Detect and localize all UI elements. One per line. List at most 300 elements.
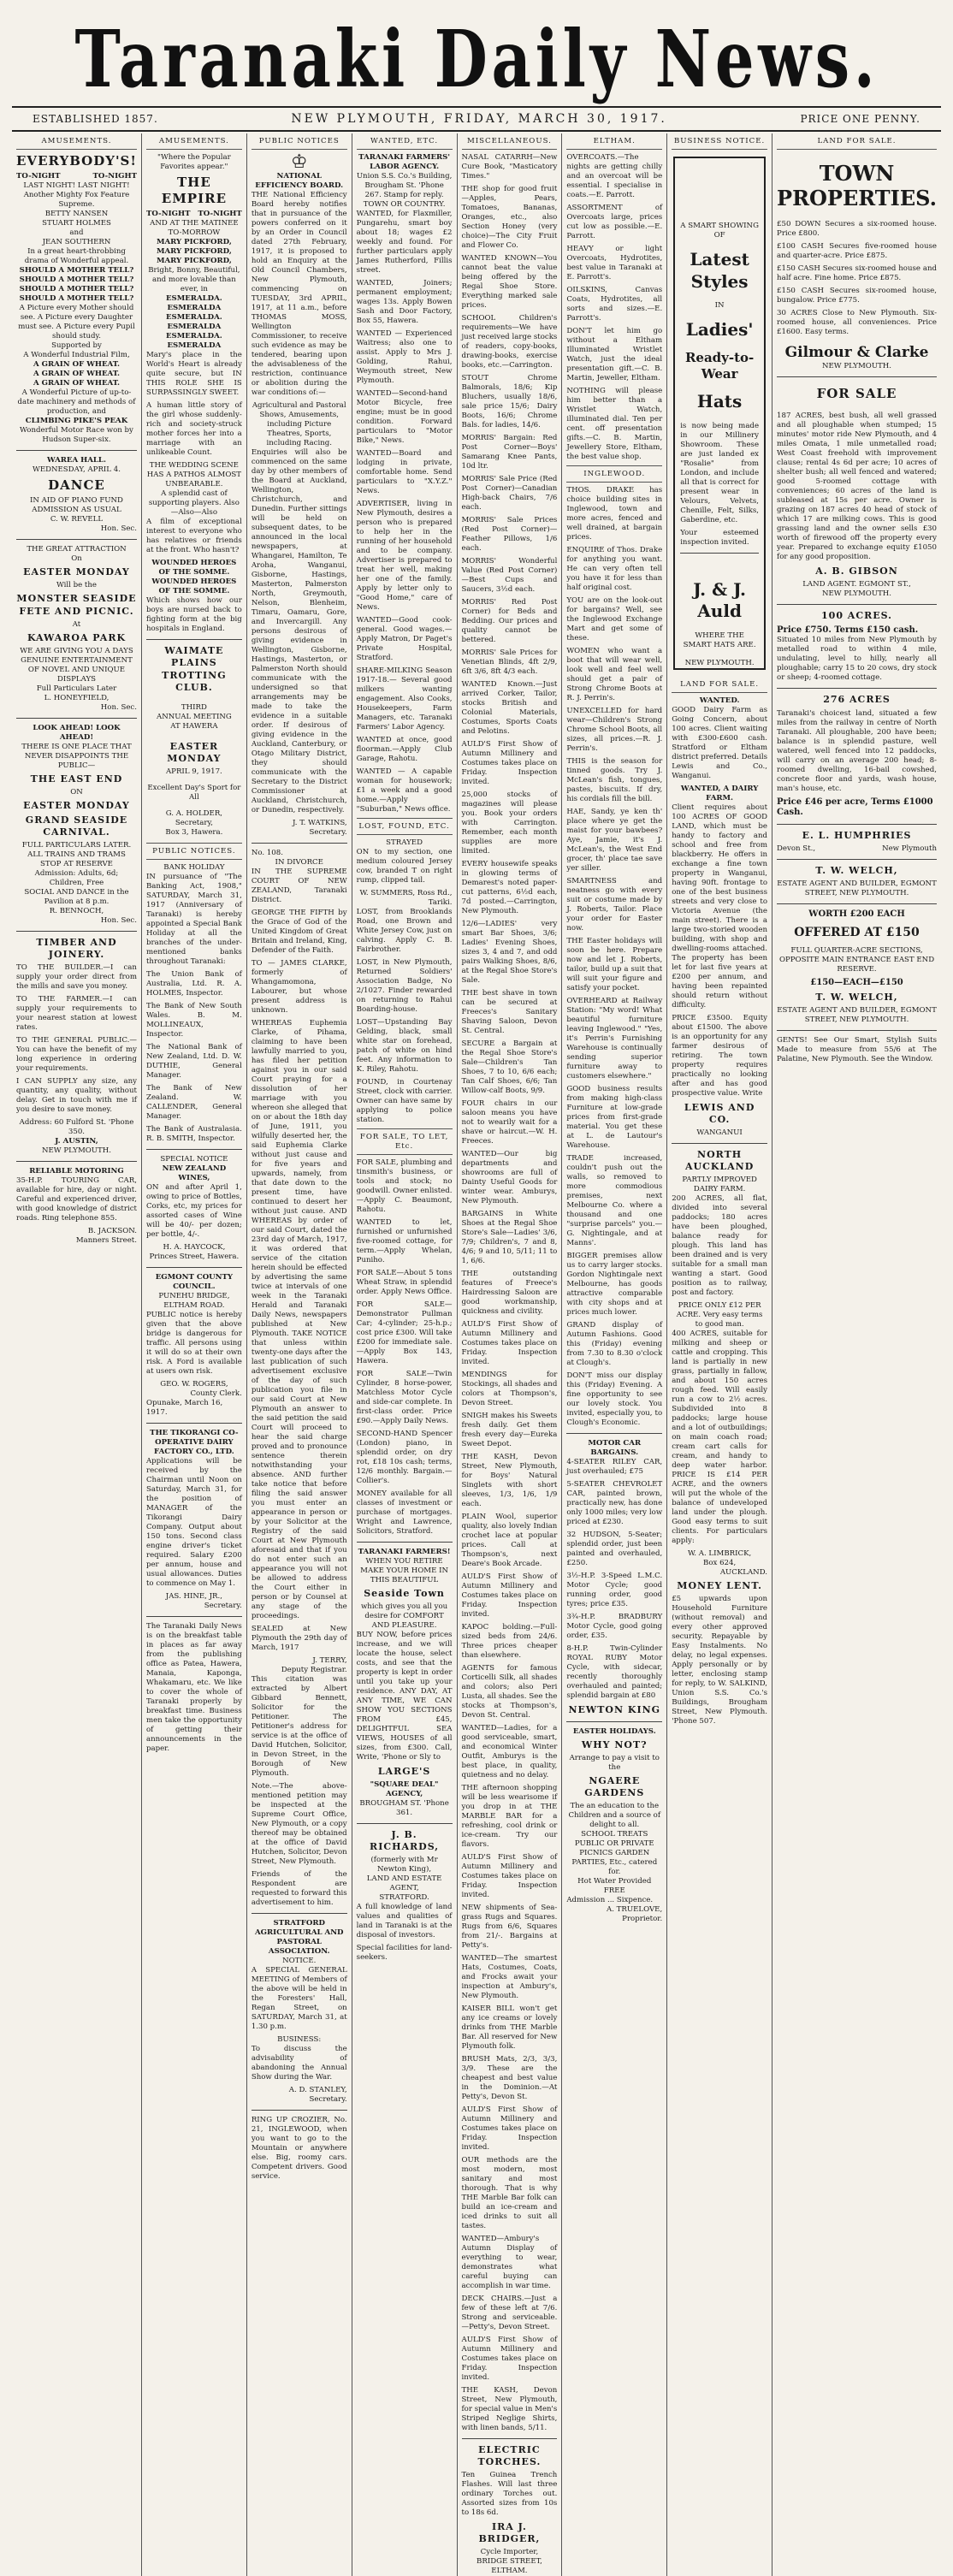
misc-item: MORRIS' Bargain: Red Post Corner—Boys' Samarang Knee Pants, 10d ltr. — [461, 434, 558, 471]
terry: J. TERRY, — [312, 1656, 347, 1665]
proprietor: Proprietor. — [622, 1915, 663, 1924]
sport: Excellent Day's Sport for All — [147, 783, 241, 802]
special-notice: SPECIAL NOTICE — [160, 1154, 228, 1164]
column-heading: AMUSEMENTS. — [146, 133, 242, 150]
column-heading: ELTHAM. — [566, 133, 662, 150]
enquiries: Enquiries will also be commenced on the same day by other members of the Board at Auckland, Wellington, Christchurch, and Dunedin. Further sittings will be held on subsequent dates, to be announced in the local newspapers, at Whangarei, Hamilton, Te Aroha, Wanganui, Gisborne, Hastings, Masterton, Palmerston North, Greymouth, Nelson, Blenheim, Timaru, Oamaru, Gore, and Invercargill. Any persons desirous of giving evidence in Wellington, Gisborne, Hastings, Masterton, or Palmerston North should communicate with the undersigned so that arrangements may be made to take the evidence in a suitable order. If desirous of giving evidence in the Auckland, Canterbury, or Otago Military District, they should communicate with the Secretary to the District Commissioner at Auckland, Christchurch, or Dunedin, respectively. — [251, 448, 347, 814]
for-sale: FOR SALE — [816, 386, 897, 402]
motor-race: Wonderful Motor Race won by Hudson Super-six. — [20, 426, 133, 445]
misc-item: AGENTS for famous Corticelli Silk, all shades and colors; also Peri Lusta, all shades. See the stocks at Thompson's, Devon St. Central. — [461, 1664, 558, 1720]
monster-fete: MONSTER SEASIDE FETE AND PICNIC. — [16, 593, 137, 617]
punehu: PUNEHU BRIDGE, ELTHAM ROAD. — [158, 1291, 230, 1310]
human-story: A human little story of the girl whose suddenly-rich and society-struck mother forces her into a marriage with an unlikeable Count. — [145, 401, 242, 458]
wednesday: WEDNESDAY, APRIL 4. — [33, 465, 121, 475]
column-miscellaneous — [458, 133, 563, 2576]
motoring: RELIABLE MOTORING — [29, 1167, 124, 1176]
one-place: THERE IS ONE PLACE THAT NEVER DISAPPOINTS THE PUBLIC— — [21, 742, 132, 770]
land-heading: LAND FOR SALE. — [672, 677, 767, 693]
wheat-1: A GRAIN OF WHEAT. — [33, 360, 121, 370]
inglewood-item: THE Easter holidays will soon be here. Prepare now and let J. Roberts, tailor, build up a suit that will suit your figure and satisfy your pocket. — [566, 937, 663, 992]
hon-sec-3: Hon. Sec. — [100, 916, 137, 925]
established: ESTABLISHED 1857. — [33, 113, 158, 125]
misc-item: THE best shave in town can be secured at Freeces's Sanitary Shaving Saloon, Devon St. Central. — [461, 989, 558, 1035]
column-heading: PUBLIC NOTICES — [252, 133, 347, 150]
labor-text: Union S.S. Co.'s Building, Brougham St. 'Phone 267. Stamp for reply. — [356, 172, 453, 199]
inglewood-item: SMARTNESS and neatness go with every suit or costume made by J. Roberts, Tailor. Place your order for Easter now. — [566, 877, 663, 933]
misc-item: KAPOC bolding.—Full-sized beds from 24/6. Three prices cheaper than elsewhere. — [461, 1623, 558, 1660]
box-624: Box 624, — [703, 1559, 737, 1568]
misc-item: THE outstanding features of Freece's Hairdressing Saloon are good workmanship, quickness and civility. — [461, 1270, 558, 1316]
motor-item: 5-SEATER CHEVROLET CAR, painted brown, practically new, has done only 1000 miles; very low priced at £230. — [566, 1480, 663, 1526]
limbrick: W. A. LIMBRICK, — [687, 1549, 752, 1559]
inglewood-item: GRAND display of Autumn Fashions. Good this (Friday) evening from 7.30 to 8.30 o'clock at Clough's. — [566, 1321, 663, 1367]
wanted: WANTED. — [699, 696, 740, 705]
cast-1: BETTY NANSEN — [44, 210, 109, 219]
look-ahead: LOOK AHEAD! LOOK AHEAD! — [33, 723, 121, 742]
friends: Friends of the Respondent are requested to forward this advertisement to him. — [251, 1870, 347, 1907]
property-item: 30 ACRES Close to New Plymouth. Six-roomed house, all conveniences. Price £1600. Easy terms. — [777, 308, 937, 336]
inglewood-item: OVERHEARD at Railway Station: "My word! What beautiful furniture leaving Inglewood." "Yes, it's Perrin's Furnishing Warehouse is continually sending superior furniture away to customers elsewhere." — [566, 997, 663, 1081]
arrange: Arrange to pay a visit to the — [569, 1754, 660, 1773]
quarter-acre: FULL QUARTER-ACRE SECTIONS, OPPOSITE MAIN ENTRANCE EAST END RESERVE. — [778, 946, 935, 974]
sale-item: SECOND-HAND Spencer (London) piano, in splendid order, on dry rot, £18 10s cash; terms, 12/6 monthly. Bargain.—Collier's. — [356, 1430, 453, 1485]
lost-item: LOST—Upstanding Bay Gelding, black, small white star on forehead, patch of white on hind feet. Any information to K. Riley, Rahotu. — [356, 1018, 453, 1074]
board-text: THE National Efficiency Board hereby notifies that in pursuance of the powers conferred on it by an Order in Council dated 27th February, 1917, it is proposed to hold an Enquiry at the Old Council Chambers, New Plymouth, commencing on TUESDAY, 3rd APRIL, 1917, at 11 a.m., before THOMAS MOSS, Wellington Commissioner, to receive such evidence as may be tendered, bearing upon the advisableness of the restriction, continuance or abolition during the war conditions of:— — [251, 191, 347, 397]
brougham: BROUGHAM ST. 'Phone 361. — [359, 1799, 449, 1818]
splendid-cast: A splendid cast of supporting players. Also—Also—Also — [148, 489, 240, 518]
motor-item: 3½-H.P. 3-Speed L.M.C. Motor Cycle; good running order, good tyres; price £35. — [566, 1572, 663, 1608]
dateline — [12, 106, 941, 132]
note: Note.—The above-mentioned petition may be inspected at the Supreme Court Office, New Plymouth, or a copy thereof may be obtained at the office of David Hutchen, Solicitor, Devon Street, New Plymouth. — [251, 1782, 347, 1866]
austin: J. AUSTIN, — [55, 1137, 98, 1146]
misc-item: MORRIS' Sale Prices (Red Post Corner)—Feather Pillows, 1/6 each. — [461, 516, 558, 553]
gilmour-clarke: Gilmour & Clarke — [784, 343, 929, 361]
at: At — [72, 619, 81, 629]
stratford-association: STRATFORD AGRICULTURAL AND PASTORAL ASSOCIATION. — [254, 1919, 344, 1956]
smart-showing: A SMART SHOWING OF — [680, 222, 759, 240]
truelove: A. TRUELOVE, — [606, 1905, 663, 1915]
mary-3: MARY PICKFORD, — [156, 257, 232, 266]
rogers: GEO. W. ROGERS, — [160, 1379, 228, 1389]
column-heading: MISCELLANEOUS. — [462, 133, 558, 150]
matinee: AND AT THE MATINEE TO-MORROW — [150, 219, 239, 238]
climbing: CLIMBING PIKE'S PEAK — [25, 417, 128, 426]
watkins: J. T. WATKINS, — [292, 819, 347, 827]
on-2: ON — [70, 787, 83, 796]
supported: Supported by — [51, 341, 102, 351]
registrar: Deputy Registrar. — [281, 1666, 347, 1674]
timber-joinery: TIMBER AND JOINERY. — [36, 937, 117, 961]
why-not: WHY NOT? — [581, 1739, 648, 1751]
gilmour-np: NEW PLYMOUTH. — [822, 362, 892, 371]
wounded-desc: Which shows how our boys are nursed back to fighting form at the big hospitals in England. — [145, 596, 242, 634]
lost-found-heading: LOST, FOUND, ETC. — [357, 818, 453, 835]
north-auckland: NORTH AUCKLAND — [684, 1149, 755, 1173]
drama-text: In a great heart-throbbing drama of Wonderful appeal. — [24, 247, 129, 266]
esmeralda-3: ESMERALDA. ESMERALDA — [165, 332, 222, 351]
eltham-item: OILSKINS, Canvas Coats, Hydrotites, all sorts and sizes.—E. Parrott's. — [566, 286, 663, 323]
beautiful: THIS BEAUTIFUL — [370, 1576, 439, 1584]
number: No. 108. — [251, 849, 283, 857]
warea-hall: WAREA HALL. — [46, 456, 106, 465]
ngaere-gardens: NGAERE GARDENS — [584, 1775, 645, 1799]
retire: WHEN YOU RETIRE MAKE YOUR HOME IN — [360, 1557, 448, 1575]
welch-1: T. W. WELCH, — [815, 865, 898, 877]
haycock: H. A. HAYCOCK, — [163, 1242, 226, 1252]
wanted-item: WANTED—Board and lodging in private, comfortable home. Send particulars to "X.Y.Z." News. — [356, 449, 453, 495]
dance: DANCE — [48, 477, 105, 494]
sale-item: FOR SALE, plumbing and tinsmith's business, or tools and stock; no goodwill. Owner enlisted.—Apply C. Beaumont, Rahotu. — [356, 1158, 453, 1214]
cast-2: STUART HOLMES — [42, 219, 111, 228]
place-date: NEW PLYMOUTH, FRIDAY, MARCH 30, 1917. — [291, 112, 667, 126]
wanted-item: WANTED, for Flaxmiller, Pungarehu, smart boy about 18; wages £2 weekly and found. For further particulars apply James Rutherford, Fillis street. — [356, 210, 453, 275]
tikorangi-text: Applications will be received by the Chairman until Noon on Saturday, March 31, for the position of MANAGER of the Tikorangi Dairy Company. Output about 150 tons. Second class engine driver's ticket required. Salary £200 per annum, house and usual allowances. Duties to commence on May 1. — [145, 1456, 242, 1588]
mary-place: Mary's place in the World's Heart is already quite secure, but IN THIS ROLE SHE IS SURPASSINGLY SWEET. — [145, 351, 242, 398]
misc-item: NEW shipments of Sea-grass Rugs and Squares. Rugs from 6/6, Squares from 21/-. Bargains at Petty's. — [461, 1904, 558, 1950]
bridger: IRA J. BRIDGER, — [478, 2521, 541, 2545]
trains: ALL TRAINS AND TRAMS STOP AT RESERVE — [27, 850, 126, 868]
stratford: STRATFORD. — [379, 1893, 429, 1903]
admission: ADMISSION AS USUAL — [32, 506, 121, 515]
inglewood-item: THIS is the season for tinned goods. Try J. McLean's fish, tongues, pastes, biscuits. If dry, his cordials fill the bill. — [566, 757, 663, 803]
easter-monday: EASTER MONDAY — [167, 740, 222, 764]
column-business-notice — [667, 133, 772, 2576]
misc-item: 12/6—LADIES' very smart Bar Shoes, 3/6; Ladies' Evening Shoes, sizes 3, 4 and 7, and odd pairs Walking Shoes, 8/6, at the Regal Shoe Store's Sale. — [461, 920, 558, 985]
land-agent: LAND AND ESTATE AGENT, — [366, 1874, 442, 1893]
on: On — [71, 554, 82, 564]
misc-item: AULD'S First Show of Autumn Millinery and Costumes takes place on Friday. Inspection invited. — [461, 2336, 558, 2382]
large: LARGE'S — [377, 1766, 431, 1778]
popular: "Where the Popular Favorites appear." — [157, 153, 231, 171]
wanganui: WANGANUI — [696, 1128, 743, 1138]
misc-item: WANTED Known.—Just arrived Corker, Tailor, stocks British and Colonial Materials, Costumes, Sports Coats and Pelotins. — [461, 680, 558, 736]
column-amusements-1 — [12, 133, 142, 2576]
wines-text: ON and after April 1, owing to price of Bottles, Corks, etc, my prices for assorted cases of Wine will be 40/- per dozen; per bottle, 4/-. — [145, 1182, 242, 1239]
april-9: APRIL 9, 1917. — [165, 767, 222, 776]
secretary-2: Secretary. — [309, 2095, 347, 2104]
wounded-2: WOUNDED HEROES OF THE SOMME. — [151, 577, 237, 596]
misc-item: STOUT Chrome Balmorals, 18/6; Kip Bluchers, usually 18/6, sale price 15/6; Dairy Boots, 16/6; Chrome Bals. for ladies, 14/6. — [461, 374, 558, 429]
tikorangi: THE TIKORANGI CO-OPERATIVE DAIRY FACTORY CO., LTD. — [150, 1428, 239, 1456]
grand-carnival: GRAND SEASIDE CARNIVAL. — [25, 814, 128, 838]
misc-item: OUR methods are the most modern, most sanitary and most thorough. That is why THE Marble Bar folk can build an ice-cream and iced drinks to suit all tastes. — [461, 2156, 558, 2230]
misc-item: MORRIS' Red Post Corner) for Beds and Bedding. Our prices and quality cannot be bettered. — [461, 598, 558, 644]
tell-4: SHOULD A MOTHER TELL? — [19, 294, 134, 304]
money-text: £5 upwards upon Household Furniture (without removal) and every other approved security. Repayable by Easy Instalments. No delay, no legal expenses. Apply personally or by letter, enclosing stamp for reply, to W. SALKIND, Union S.S. Co.'s Buildings, Brougham Street, New Plymouth. 'Phone 507. — [672, 1595, 768, 1726]
column-public-notices — [247, 133, 352, 2576]
picture-text: A Picture every Mother should see. A Picture every Daughter must see. A Picture every Pupil should study. — [18, 304, 135, 341]
bank-4: The Bank of New Zealand. W. CALLENDER, General Manager. — [145, 1083, 242, 1121]
third: THIRD — [181, 702, 207, 712]
secretary-2: Secretary. — [204, 1601, 242, 1610]
cast-4: JEAN SOUTHERN — [42, 238, 111, 247]
at-hawera: AT HAWERA — [170, 721, 218, 731]
bridge-street: BRIDGE STREET, ELTHAM. — [476, 2557, 542, 2576]
whereas: WHEREAS Euphemia Clarke, of Pihama, claiming to have been lawfully married to you, has filed her petition against you in our said Court praying for a dissolution of her marriage with you whereon she alleged that on or about the 18th day of June, 1911, you wilfully deserted her, the said Euphemia Clarke without just cause and for five years and upwards, namely, from that date down to the present time, have continued to desert her without just cause. AND WHEREAS by order of our said Court, dated the 23rd day of March, 1917, it was ordered that service of the citation herein should be effected by advertising the same twice at intervals of one week in the Taranaki Herald and Taranaki Daily News, newspapers published at New Plymouth. TAKE NOTICE that unless within twenty-one days after the last publication of such advertisement exclusive of the day of such publication you file in our said Court at New Plymouth an answer to the said petition the said Court will proceed to hear the said charge proved and to pronounce sentence therein notwithstanding your absence. AND further take notice that before filing the said answer you must enter an appearance in person or by your Solicitor at the Registry of the said Court at New Plymouth aforesaid and that if you do not enter such an appearance you will not be allowed to address the Court either in person or by Counsel at any stage of the proceedings. — [251, 1019, 347, 1620]
hats-text: is now being made in our Millinery Showroom. These are just landed ex "Rosalie" from London, and include all that is correct for present wear in Velours, Velvets, Chenille, Felt, Silks, Gaberdine, etc. — [680, 421, 760, 524]
inglewood-item: GOOD business results from making high-class Furniture at low-grade prices from first-grade material. You get these at L. de Lautour's Warehouse. — [566, 1085, 663, 1150]
electric-torches: ELECTRIC TORCHES. — [477, 2444, 542, 2468]
business: BUSINESS: — [277, 2035, 322, 2044]
esmeralda-1: ESMERALDA. ESMERALDA — [165, 294, 222, 313]
misc-item: AULD'S First Show of Autumn Millinery and Costumes takes place on Friday. Inspection invited. — [461, 2105, 558, 2152]
everybodys-title: EVERYBODY'S! — [16, 153, 137, 169]
lost-item: LOST, from Brooklands Road, one Brown and White Jersey Cow, just on calving. Apply C. B. Fairbrother. — [356, 908, 453, 954]
tonight-left: TO-NIGHT — [145, 210, 191, 219]
egmont-council: EGMONT COUNTY COUNCIL. — [155, 1272, 234, 1291]
latest-styles: Latest Styles — [690, 249, 749, 292]
inglewood-item: TRADE increased, couldn't push out the walls, so removed to more commodious premises, next Melbourne Co. where a thousand and one "surprise parcels" you.—G. Nightingale, and at Manns'. — [566, 1154, 663, 1247]
money-lent: MONEY LENT. — [677, 1580, 762, 1592]
misc-item: AULD'S First Show of Autumn Millinery and Costumes takes place on Friday. Inspection invited. — [461, 740, 558, 786]
wanted-item: ADVERTISER, living in New Plymouth, desires a person who is prepared to help her in the running of her household and to be company. Advertiser is prepared to treat her well, making her one of the family. Apply by letter only to "Good Home," care of News. — [356, 500, 453, 612]
for-sale-heading: FOR SALE, TO LET, Etc. — [357, 1128, 453, 1155]
misc-item: NASAL CATARRH—New Cure Book, "Masticatory Times." — [461, 153, 558, 181]
misc-item: SNIGH makes his Sweets fresh daily. Get them fresh every day—Eureka Sweet Depot. — [461, 1412, 558, 1448]
misc-item: BRUSH Mats, 2/3, 3/3, 3/9. These are the cheapest and best value in the Dominion.—At Petty's, Devon St. — [461, 2055, 558, 2101]
acres-276-text: Taranaki's choicest land, situated a few miles from the railway in centre of North Taranaki. All ploughable, 200 have been; balance is in splendid pasture, well watered, well fenced into 12 paddocks, will carry on an average 200 head; 8-roomed dwelling, 16-bail cowshed, concrete floor and yards, wash house, man's house, etc. — [777, 708, 937, 793]
in: IN — [714, 301, 725, 311]
property-item: £150 CASH Secures six-roomed house and half acre. Fine home. Price £875. — [777, 264, 937, 282]
misc-item: BARGAINS in White Shoes at the Regal Shoe Store's Sale—Ladies' 3/6, 7/9; Children's, 7 and 8, 4/6; 9 and 10, 5/11; 11 to 1, 6/6. — [461, 1210, 558, 1265]
newton-king: NEWTON KING — [568, 1704, 661, 1715]
public-text: TO THE GENERAL PUBLIC.—You can have the benefit of my long experience in ordering your requirements. — [16, 1036, 137, 1074]
stanley: A. D. STANLEY, — [288, 2086, 347, 2094]
farmer-text: TO THE FARMER.—I can supply your requirements to your nearest station at lowest rates. — [16, 995, 137, 1033]
improved: PARTLY IMPROVED DAIRY FARM. — [682, 1175, 757, 1194]
wanted-item: WANTED—Good cook-general. Good wages.—Apply Matron, Dr Paget's Private Hospital, Stratford. — [356, 616, 453, 662]
bennoch: R. BENNOCH, — [49, 907, 104, 915]
misc-item: MENDINGS for Stockings, all shades and colors at Thompson's, Devon Street. — [461, 1371, 558, 1407]
columns — [12, 133, 941, 2576]
misc-item: MORRIS' Wonderful Value (Red Post Corner)—Best Cups and Saucers, 3½d each. — [461, 557, 558, 594]
in-divorce: IN DIVORCE — [275, 858, 323, 867]
misc-item: 25,000 stocks of magazines will please you. Book your orders with Carrington. Remember, each month supplies are more limited. — [461, 791, 558, 856]
manners-street: Manners Street. — [75, 1236, 137, 1246]
wanted-item: WANTED — Experienced Waitress; also one to assist. Apply to Mrs J. Golding, Rahui, Weymouth street, New Plymouth. — [356, 329, 453, 385]
welch-2-text: ESTATE AGENT AND BUILDER, EGMONT STREET, NEW PLYMOUTH. — [777, 1005, 937, 1024]
esteemed: Your esteemed inspection invited. — [680, 528, 760, 547]
inglewood-item: ENQUIRE of Thos. Drake for anything you want. He can very often tell you have it for less than half original cost. — [566, 546, 663, 592]
square-deal: "SQUARE DEAL" AGENCY, — [370, 1780, 439, 1799]
motor-item: 8-H.P. Twin-Cylinder ROYAL RUBY Motor Cycle, with sidecar, recently thoroughly overhauled and painted; splendid bargain at £80 — [566, 1644, 663, 1700]
wheat-3: A GRAIN OF WHEAT. — [33, 379, 121, 388]
wanted-item: WANTED at once, good floorman.—Apply Club Garage, Rahotu. — [356, 736, 453, 763]
george: GEORGE THE FIFTH by the Grace of God of the United Kingdom of Great Britain and Ireland, King, Defender of the Faith. — [251, 909, 347, 955]
nz-wines: NEW ZEALAND WINES, — [162, 1164, 227, 1182]
seaside-town: Seaside Town — [364, 1588, 445, 1599]
column-land-for-sale — [772, 133, 941, 2576]
great-attraction: THE GREAT ATTRACTION — [27, 545, 127, 554]
property-item: £50 DOWN Secures a six-roomed house. Price £800. — [777, 219, 937, 238]
cast-3: and — [69, 228, 84, 238]
public-notices-heading: PUBLIC NOTICES. — [146, 843, 242, 860]
punehu-text: PUBLIC notice is hereby given that the above bridge is dangerous for traffic. All persons using it will do so at their own risk. A Ford is available at users own risk. — [145, 1310, 242, 1376]
column-heading: WANTED, ETC. — [357, 133, 453, 150]
court: IN THE SUPREME COURT OF NEW ZEALAND, Taranaki District. — [251, 868, 347, 904]
strayed: STRAYED — [386, 838, 423, 847]
summers: W. SUMMERS, Ross Rd., Tariki. — [359, 889, 453, 907]
misc-item: AULD'S First Show of Autumn Millinery and Costumes takes place on Friday. Inspection invited. — [461, 1853, 558, 1899]
bright: Bright, Bonny, Beautiful, and more lovable than ever, in — [148, 266, 240, 294]
acres-200: 200 ACRES, all flat, divided into several paddocks; 180 acres have been ploughed, balance ready for plough. This land has been drained and is very suitable for a small man wanting a start. Good position as to railway, post and factory. — [672, 1194, 768, 1298]
wonderful-film: A Wonderful Industrial Film, — [23, 351, 130, 360]
eltham-item: HEAVY or light Overcoats, Hydrotites, best value in Taranaki at E. Parrott's. — [566, 245, 663, 281]
column-wanted — [352, 133, 458, 2576]
supply-text: I CAN SUPPLY any size, any quantity, any quality, without delay. Get in touch with me if you desire to save money. — [16, 1077, 137, 1115]
misc-item: WANTED—The smartest Hats, Costumes, Coats, and Frocks await your inspection at Ambury's, New Plymouth. — [461, 1954, 558, 2000]
austin-np: NEW PLYMOUTH. — [41, 1146, 111, 1156]
column-heading: BUSINESS NOTICE. — [672, 133, 767, 150]
motor-item: 4-SEATER RILEY CAR, just overhauled; £75 — [566, 1458, 663, 1476]
full-knowledge: A full knowledge of land values and qualities of land in Taranaki is at the disposal of investors. — [356, 1903, 453, 1940]
honeyfield: L. HONEYFIELD, — [44, 693, 110, 702]
bank-holiday: BANK HOLIDAY — [163, 862, 225, 872]
hine: JAS. HINE, JR., — [165, 1591, 222, 1601]
sale-item: FOR SALE—Demonstrator Pullman Car; 4-cylinder; 25-h.p.; cost price £300. Will take £200 for immediate sale.—Apply Box 143, Hawera. — [356, 1300, 453, 1365]
welch-2: T. W. WELCH, — [815, 991, 898, 1003]
piano-fund: IN AID OF PIANO FUND — [30, 496, 123, 506]
mary-1: MARY PICKFORD, — [156, 238, 232, 247]
admission: Admission ... Sixpence. — [566, 1896, 654, 1905]
revell: C. W. REVELL — [50, 515, 104, 524]
inglewood-heading: INGLEWOOD. — [566, 465, 662, 483]
price-text: PRICE £3500. Equity about £1500. The above is an opportunity for any farmer desirous of retiring. The town property requires practically no looking after and has good prospective value. Write — [672, 1014, 768, 1098]
secretary: Secretary. — [309, 828, 347, 837]
eltham-item: OVERCOATS.—The nights are getting chilly and an overcoat will be essential. I specialise in coats.—E. Parrott. — [566, 153, 663, 199]
holder: G. A. HOLDER, — [165, 808, 223, 818]
wanted-item: WANTED—Second-hand Motor Bicycle, free engine; must be in good condition. Forward particulars to "Motor Bike," News. — [356, 389, 453, 445]
which: which gives you all you desire for COMFORT AND PLEASURE. — [360, 1602, 448, 1631]
inglewood-item: WOMEN who want a boot that will wear well, look well and feel well should get a pair of Strong Chrome Boots at R. J. Perrin's. — [566, 647, 663, 702]
lost-item: LOST, in New Plymouth, Returned Soldiers' Association Badge, No 2/1027. Finder rewarded on returning to Rahui Boarding-house. — [356, 958, 453, 1014]
buy-now: BUY NOW, before prices increase, and we will locate the house, select costs, and see that the property is kept in order until you take up your residence. ANY DAY, AT ANY TIME, WE CAN SHOW YOU SECTIONS FROM £45, DELIGHTFUL SEA VIEWS, HOUSES of all sizes, from £300. Call, Write, 'Phone or Sly to — [356, 1631, 453, 1762]
wanted-item: WANTED, Joiners; permanent employment; wages 13s. Apply Bowen Sash and Door Factory, Box 55, Hawera. — [356, 279, 453, 325]
tell-3: SHOULD A MOTHER TELL? — [19, 285, 134, 294]
princes: Princes Street, Hawera. — [149, 1252, 240, 1261]
meeting: A SPECIAL GENERAL MEETING of Members of the above will be held in the Foresters' Hall, Regan Street, on SATURDAY, March 31, at 1.30 p.m. — [251, 1966, 347, 2031]
inglewood-item: HAE, Sandy, ye ken th' place where ye get the maist for your bawbees? Aye, Jamie, it's J. McLean's, the West End grocer, th' place tae save yer siller. — [566, 808, 663, 873]
bank-text: IN pursuance of "The Banking Act, 1908," SATURDAY, March 31, 1917 (Anniversary of Taranaki) is hereby appointed a Special Bank Holiday at all the branches of the under-mentioned banks throughout Taranaki: — [145, 872, 242, 966]
auckland: AUCKLAND. — [719, 1568, 768, 1578]
east-end: THE EAST END — [30, 773, 123, 785]
acres-187: 187 ACRES, best bush, all well grassed and all ploughable when stumped; 15 minutes' motor ride New Plymouth, and 4 miles Omata, 1 mile unmetalled road; West Coast freehold with improvement clause; rental 4s 6d per acre; 10 acres of shelter bush; all well fenced and watered; good 5-roomed cottage with conveniences; 60 acres of the land is subleased at 15s per acre. Owner is grazing on 187 acres 40 head of stock of which 17 are milking cows. This is good grassing land and the owner sells £30 worth of firewood off the property every year. Prepared to exchange equity £1050 for any good proposition. — [777, 411, 937, 561]
inglewood-item: YOU are on the look-out for bargains? Well, see the Inglewood Exchange Mart and get some of these. — [566, 596, 663, 643]
misc-item: THE afternoon shopping will be less wearisome if you drop in at THE MARBLE BAR for a refreshing, cool drink or ice-cream. Try our flavors. — [461, 1784, 558, 1849]
misc-item: MORRIS' Sale Prices for Venetian Blinds, 4ft 2/9, 6ft 3/6, 8ft 4/3 each. — [461, 648, 558, 676]
inglewood-item: DON'T miss our display this (Friday) Evening. A fine opportunity to see our lovely stock. You invited, especially you, to Clough's Economic. — [566, 1371, 663, 1427]
particulars-later: FULL PARTICULARS LATER. — [21, 841, 132, 850]
efficiency-board: NATIONAL EFFICIENCY BOARD. — [255, 172, 344, 190]
admission-2: Admission: Adults, 6d; Children, Free — [34, 869, 119, 887]
county-clerk: County Clerk. — [190, 1389, 242, 1398]
strayed-text: ON to my section, one medium coloured Jersey cow, branded T on right rump, clipped tail. — [356, 848, 453, 885]
eltham-item: DON'T let him go without a Eltham Illuminated Wristlet Watch, just the ideal presentation gift.—C. B. Martin, Jeweller, Eltham. — [566, 327, 663, 382]
hon-sec: Hon. Sec. — [100, 524, 137, 534]
tonight-left: TO-NIGHT — [16, 172, 61, 181]
devon-np: New Plymouth — [882, 844, 937, 854]
column-eltham — [562, 133, 667, 2576]
easter-monday-2: EASTER MONDAY — [23, 799, 130, 811]
eltham-item: ASSORTMENT of Overcoats large, prices cut low as possible.—E. Parrott. — [566, 204, 663, 240]
gibson-agent: LAND AGENT. EGMONT ST., — [802, 579, 911, 589]
particulars: Full Particulars Later — [36, 684, 117, 693]
misc-item: THE KASH, Devon Street, New Plymouth, for special value in Men's Striped Neglige Shirts, with linen bands, 5/11. — [461, 2386, 558, 2432]
inglewood-item: BIGGER premises allow us to carry larger stocks. Gordon Nightingale next Melbourne, has goods attractive comparable with city shops and at prices much lower. — [566, 1252, 663, 1317]
tdn-text: The Taranaki Daily News is on the breakfast table in places as far away from the publishing office as Patea, Hawera, Manaia, Kaponga, Whakamaru, etc. We like to cover the whole of Taranaki properly by breakfast time. Business men take the opportunity of getting their announcements in the paper. — [145, 1621, 242, 1753]
hot-water: Hot Water Provided FREE — [577, 1877, 652, 1896]
bank-5: The Bank of Australasia. R. B. SMITH, Inspector. — [145, 1124, 242, 1143]
easter-monday: EASTER MONDAY — [23, 566, 130, 578]
dairy-text: Client requires about 100 ACRES OF GOOD LAND, which must be handy to factory and school and free from blackberry. He offers in exchange a fine town property in Wanganui, having 90ft. frontage to one of the best business streets and very close to Victoria Avenue (the main street). There is a large two-storied wooden building, with shop and dwelling-rooms attached. The property has been let for last five years at £200 per annum, and having been repainted should return without difficulty. — [672, 803, 768, 1010]
masthead — [12, 12, 941, 106]
easter-holidays: EASTER HOLIDAYS. — [572, 1727, 656, 1737]
column-amusements-2 — [142, 133, 247, 2576]
misc-item: MORRIS' Sale Price (Red Post Corner)—Canadian High-back Chairs, 7/6 each. — [461, 475, 558, 512]
misc-item: WANTED—Ambury's Autumn Display of everything to wear, demonstrates what careful buying can accomplish in war time. — [461, 2235, 558, 2290]
lewis: LEWIS AND CO. — [684, 1102, 755, 1126]
misc-item: WANTED—Our big departments and showrooms are full of Dainty Useful Goods for winter wear. Amburys, New Plymouth. — [461, 1150, 558, 1205]
annual-meeting: ANNUAL MEETING — [157, 712, 232, 721]
acres-100: 100 ACRES. — [821, 609, 893, 621]
offered-150: OFFERED AT £150 — [794, 926, 920, 940]
wedding: THE WEDDING SCENE HAS A PATHOS ALMOST UNBEARABLE. — [146, 461, 242, 489]
acres-400: 400 ACRES, suitable for milking and sheep or cattle and cropping. This land is partially in new grass, partially in fallow, and about 150 acres rough feed. Will easily run a cow to 2½ acres. Subdivided into 8 paddocks; large house and a lot of outbuildings; on main coach road; cream cart calls for cream, and handy to deep water harbor. PRICE IS £14 PER ACRE, and the owners will put the whole of the balance of undeveloped land under the plough. Good easy terms to suit clients. For particulars apply: — [672, 1329, 768, 1546]
box: Box 3, Hawera. — [165, 827, 223, 837]
wanted-item: WANTED — A capable woman for housework; £1 a week and a good home.—Apply "Suburban," News office. — [356, 767, 453, 814]
misc-item: DECK CHAIRS.—Just a few of these left at 7/6. Strong and serviceable.—Petty's, Devon Street. — [461, 2295, 558, 2331]
kawaroa-park: KAWAROA PARK — [27, 631, 127, 643]
tell-1: SHOULD A MOTHER TELL? — [19, 266, 134, 275]
giving: WE ARE GIVING YOU A DAYS GENUINE ENTERTAINMENT OF NOVEL AND UNIQUE DISPLAYS — [20, 646, 133, 684]
price-750: Price £750. Terms £150 cash. — [777, 625, 919, 635]
eltham-item: NOTHING will please him better than a Wristlet Watch, illuminated dial. Ten per cent. off presentation gifts.—C. B. Martin, Jewellery Store, Eltham, the best value shop. — [566, 387, 663, 461]
last-night: LAST NIGHT! LAST NIGHT! — [23, 181, 130, 191]
labor-agency: TARANAKI FARMERS' LABOR AGENCY. — [358, 153, 450, 171]
inglewood-item: THOS. DRAKE has choice building sites in Inglewood, town and more acres, fenced and well drained, at bargain prices. — [566, 486, 663, 542]
sealed: SEALED at New Plymouth the 29th day of March, 1917 — [251, 1625, 347, 1652]
sale-item: MONEY available for all classes of investment or purchase of mortgages. Wright and Lawrence, Solicitors, Stratford. — [356, 1489, 453, 1536]
misc-item: AULD'S First Show of Autumn Millinery and Costumes takes place on Friday. Inspection invited. — [461, 1572, 558, 1619]
bank-1: The Union Bank of Australia, Ltd. R. A. HOLMES, Inspector. — [145, 969, 242, 998]
misc-item: THE KASH, Devon Street, New Plymouth, for Boys' Natural Singlets with short sleeves, 1/3, 1/6, 1/9 each. — [461, 1453, 558, 1508]
wanted-text: GOOD Dairy Farm as Going Concern, about 100 acres. Client waiting with £300-£600 cash. Stratford or Eltham district preferred. Details Lewis and Co., Wanganui. — [672, 706, 768, 780]
acres-276: 276 ACRES — [823, 694, 891, 706]
acres-100-text: Situated 10 miles from New Plymouth by metalled road to within 4 mile, undulating, level to hilly, nearly all ploughable; carry 15 to 20 cows, dry stock or sheep; 4-roomed cottage. — [777, 636, 937, 683]
sale-item: WANTED to let, furnished or unfurnished five-roomed cottage, for term.—Apply Whelan, Puniho. — [356, 1218, 453, 1264]
town-properties: TOWN PROPERTIES. — [777, 161, 938, 210]
notice: NOTICE. — [282, 1957, 317, 1965]
school-treats: SCHOOL TREATS PUBLIC OR PRIVATE PICNICS GARDEN PARTIES, Etc., catered for. — [571, 1830, 658, 1877]
cycle-importer: Cycle Importer, — [480, 2548, 539, 2557]
bank-2: The Bank of New South Wales. B. M. MOLLINEAUX, Inspector. — [145, 1001, 242, 1039]
opunake: Opunake, March 16, 1917. — [145, 1398, 223, 1417]
empire: THE EMPIRE — [161, 175, 227, 207]
misc-item: SECURE a Bargain at the Regal Shoe Store's Sale—Children's Tan Shoes, 7 to 10, 6/6 each; Tan Calf Shoes, 6/6; Tan Willow-calf Boots, 9/9. — [461, 1039, 558, 1095]
price-46: Price £46 per acre, Terms £1000 Cash. — [777, 796, 933, 818]
gents: GENTS! See Our Smart, Stylish Suits Made to measure from 55/6 at The Palatine, New Plymouth. See the Window. — [777, 1035, 937, 1063]
misc-item: SCHOOL Children's requirements—We have just received large stocks of readers, copy-books, drawing-books, exercise books, etc.—Carrington. — [461, 314, 558, 370]
film-text: A film of exceptional interest to everyone who has relatives or friends at the front. Who hasn't? — [145, 518, 242, 555]
wheat-2: A GRAIN OF WHEAT. — [33, 370, 121, 379]
touring-car: 35-H.P. TOURING CAR, available for hire, day or night. Careful and experienced driver, with good knowledge of district roads. Ring telephone 855. — [16, 1176, 137, 1223]
education: The an education to the Children and a source of delight to all. — [568, 1802, 661, 1830]
newspaper-title: Taranaki Daily News. — [74, 13, 879, 105]
sale-item: FOR SALE—About 5 tons Wheat Straw, in splendid order. Apply News Office. — [356, 1269, 453, 1296]
worth-200: WORTH £200 EACH — [808, 909, 905, 920]
ladies: Ladies' — [685, 319, 754, 341]
tonight-right: TO-NIGHT — [92, 172, 137, 181]
